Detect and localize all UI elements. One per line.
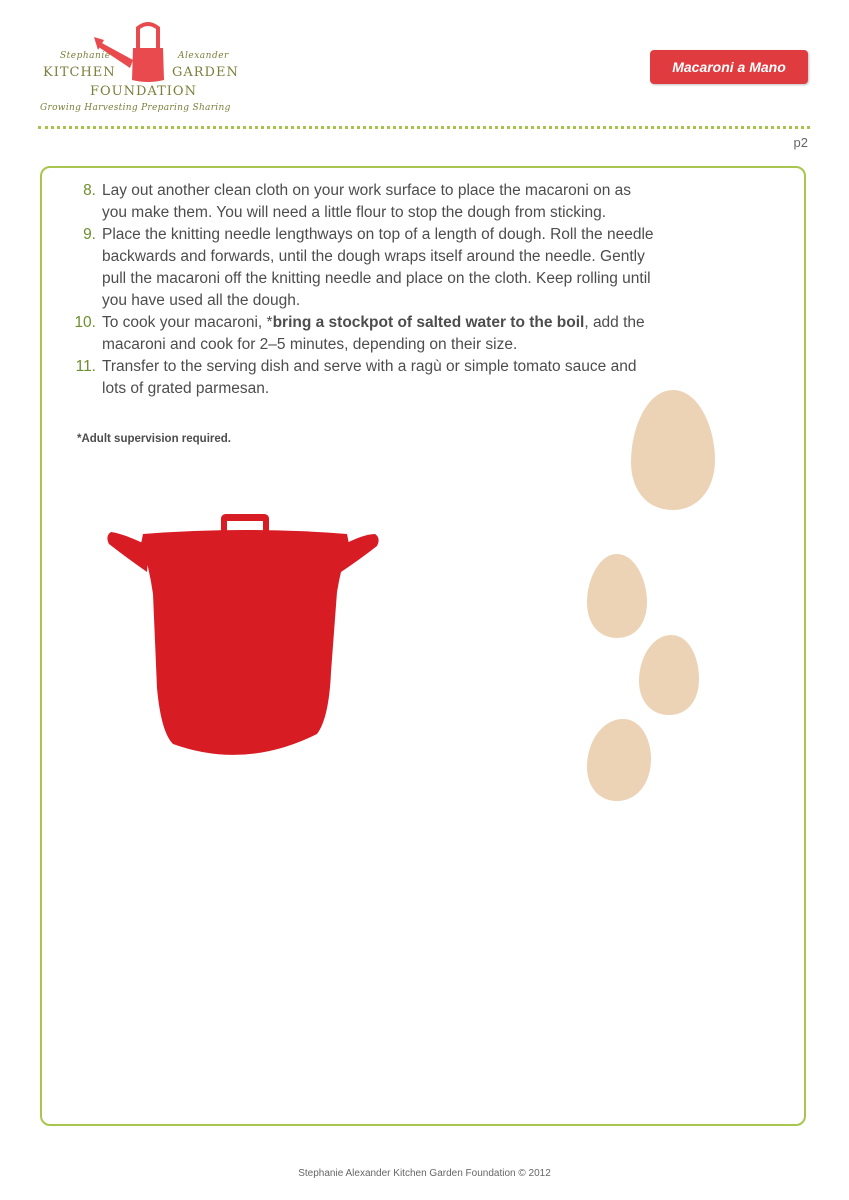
- method-steps: [70, 180, 660, 400]
- logo-alexander: Alexander: [178, 51, 229, 61]
- step-text: Transfer to the serving dish and serve with a ragù or simple tomato sauce and lots of grated parmesan.: [102, 358, 637, 397]
- step-number: 9.: [83, 226, 96, 243]
- step-text: Lay out another clean cloth on your work surface to place the macaroni on as you make them. You will need a little flour to stop the dough from sticking.: [102, 182, 632, 221]
- step-text-before: To cook your macaroni, *: [102, 314, 273, 331]
- footnote: *Adult supervision required.: [77, 433, 231, 445]
- stockpot-icon: [105, 512, 383, 760]
- title-badge: [650, 50, 808, 84]
- page-number: p2: [793, 135, 808, 150]
- foundation-logo: [30, 18, 270, 123]
- logo-kitchen: KITCHEN: [43, 65, 116, 80]
- page-title: Macaroni a Mano: [672, 59, 786, 75]
- logo-stephanie: Stephanie: [60, 51, 111, 61]
- step-text: Place the knitting needle lengthways on top of a length of dough. Roll the needle backwards and forwards, until the dough wraps itself around the needle. Gently pull the macaroni off the knitting needle and place on the cloth. Keep rolling until you have used all the dough.: [102, 226, 654, 309]
- step-10: [70, 312, 660, 356]
- step-number: 10.: [74, 314, 96, 331]
- step-8: [70, 180, 660, 224]
- logo-garden: GARDEN: [172, 65, 239, 80]
- egg-icon: [637, 633, 701, 717]
- step-9: [70, 224, 660, 312]
- egg-icon: [629, 388, 717, 512]
- egg-icon: [585, 552, 649, 640]
- egg-icon: [585, 717, 653, 803]
- step-text-after: , add the macaroni and cook for 2–5 minutes, depending on their size.: [102, 314, 645, 353]
- logo-foundation: FOUNDATION: [90, 84, 197, 99]
- step-11: [70, 356, 647, 400]
- step-number: 8.: [83, 182, 96, 199]
- footer-copyright: Stephanie Alexander Kitchen Garden Foundation © 2012: [298, 1168, 551, 1179]
- logo-tagline: Growing Harvesting Preparing Sharing: [40, 103, 231, 113]
- step-text-bold: bring a stockpot of salted water to the boil: [272, 314, 585, 331]
- header-divider: [38, 126, 810, 129]
- step-number: 11.: [75, 358, 96, 375]
